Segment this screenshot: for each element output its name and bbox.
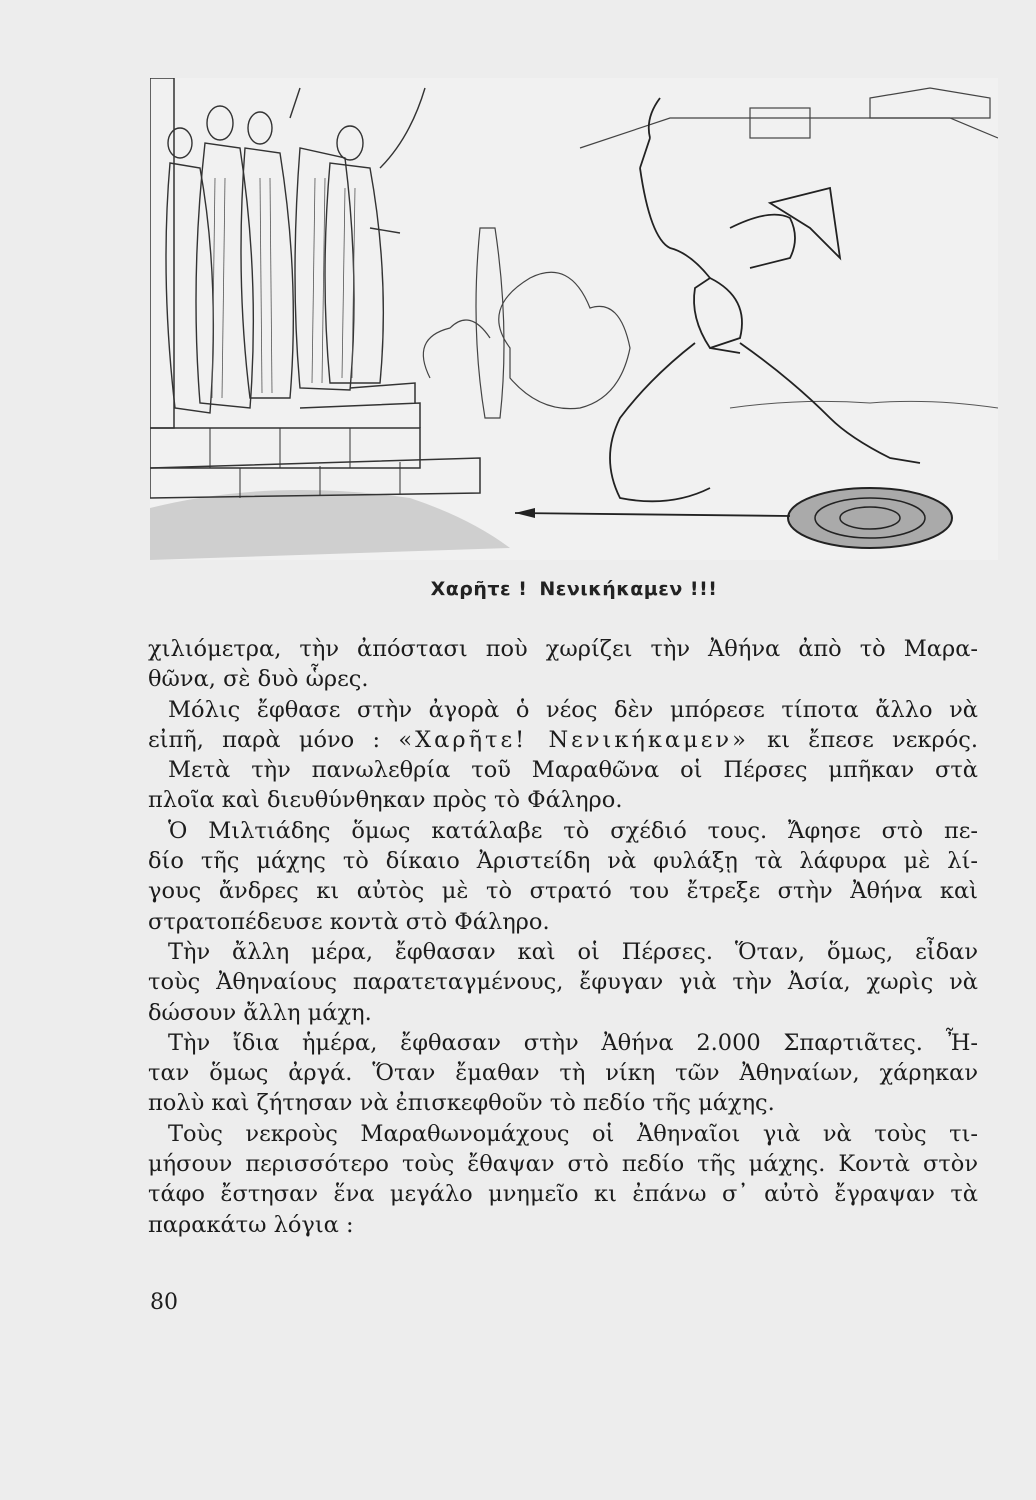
text-line-with-spaced-quote xyxy=(148,725,978,755)
text-line: Τὴν ἄλλη μέρα, ἔφθασαν καὶ οἱ Πέρσες. Ὅταν, ὅμως, εἶδαν xyxy=(168,938,978,965)
text-line: δίο τῆς μάχης τὸ δίκαιο Ἀριστείδη νὰ φυλάξῃ τὰ λάφυρα μὲ λί- xyxy=(148,848,978,875)
text-line: τοὺς Ἀθηναίους παρατεταγμένους, ἔφυγαν γιὰ τὴν Ἀσία, χωρὶς νὰ xyxy=(148,969,978,996)
text-line: Τὴν ἴδια ἡμέρα, ἔφθασαν στὴν Ἀθήνα 2.000 Σπαρτιᾶτες. Ἦ- xyxy=(168,1029,978,1056)
text-line: Ὁ Μιλτιάδης ὅμως κατάλαβε τὸ σχέδιό τους. Ἄφησε στὸ πε- xyxy=(168,817,978,844)
text-line: θῶνα, σὲ δυὸ ὧρες. xyxy=(148,666,369,693)
text-line: χιλιόμετρα, τὴν ἀπόστασι ποὺ χωρίζει τὴν Ἀθήνα ἀπὸ τὸ Μαρα- xyxy=(148,636,978,662)
text-line: πολὺ καὶ ζήτησαν νὰ ἐπισκεφθοῦν τὸ πεδίο τῆς μάχης. xyxy=(148,1090,775,1117)
illustration-marathon-runner xyxy=(150,78,998,560)
runner-announcing-victory-illustration xyxy=(150,78,998,560)
text-line: γους ἄνδρες κι αὐτὸς μὲ τὸ στρατό του ἔτρεξε στὴν Ἀθήνα καὶ xyxy=(148,878,978,905)
text-line: Μόλις ἔφθασε στὴν ἀγορὰ ὁ νέος δὲν μπόρεσε τίποτα ἄλλο νὰ xyxy=(168,696,978,723)
page-number: 80 xyxy=(150,1290,178,1315)
text-segment: κι ἔπεσε νεκρός. xyxy=(767,726,979,753)
illustration-caption xyxy=(150,578,998,600)
caption-part-1: Χαρῆτε ! xyxy=(430,578,528,600)
text-line: τάφο ἔστησαν ἕνα μεγάλο μνημεῖο κι ἐπάνω σ᾽ αὐτὸ ἔγραψαν τὰ xyxy=(148,1181,978,1208)
text-segment: εἰπῆ, παρὰ μόνο : xyxy=(148,726,381,753)
text-line: ταν ὅμως ἀργά. Ὅταν ἔμαθαν τὴ νίκη τῶν Ἀθηναίων, χάρηκαν xyxy=(148,1060,978,1087)
spaced-quote: «Χαρῆτε! Νενικήκαμεν» xyxy=(398,726,749,753)
body-text xyxy=(148,634,978,1240)
text-line: Τοὺς νεκροὺς Μαραθωνομάχους οἱ Ἀθηναῖοι γιὰ νὰ τοὺς τι- xyxy=(168,1120,978,1147)
text-line: Μετὰ τὴν πανωλεθρία τοῦ Μαραθῶνα οἱ Πέρσες μπῆκαν στὰ xyxy=(168,757,978,784)
caption-part-2: Νενικήκαμεν !!! xyxy=(539,578,718,600)
text-line: στρατοπέδευσε κοντὰ στὸ Φάληρο. xyxy=(148,908,550,935)
text-line: πλοῖα καὶ διευθύνθηκαν πρὸς τὸ Φάληρο. xyxy=(148,787,623,814)
text-line: δώσουν ἄλλη μάχη. xyxy=(148,999,372,1026)
text-line: μήσουν περισσότερο τοὺς ἔθαψαν στὸ πεδίο τῆς μάχης. Κοντὰ στὸν xyxy=(148,1151,978,1178)
text-line: παρακάτω λόγια : xyxy=(148,1211,354,1238)
